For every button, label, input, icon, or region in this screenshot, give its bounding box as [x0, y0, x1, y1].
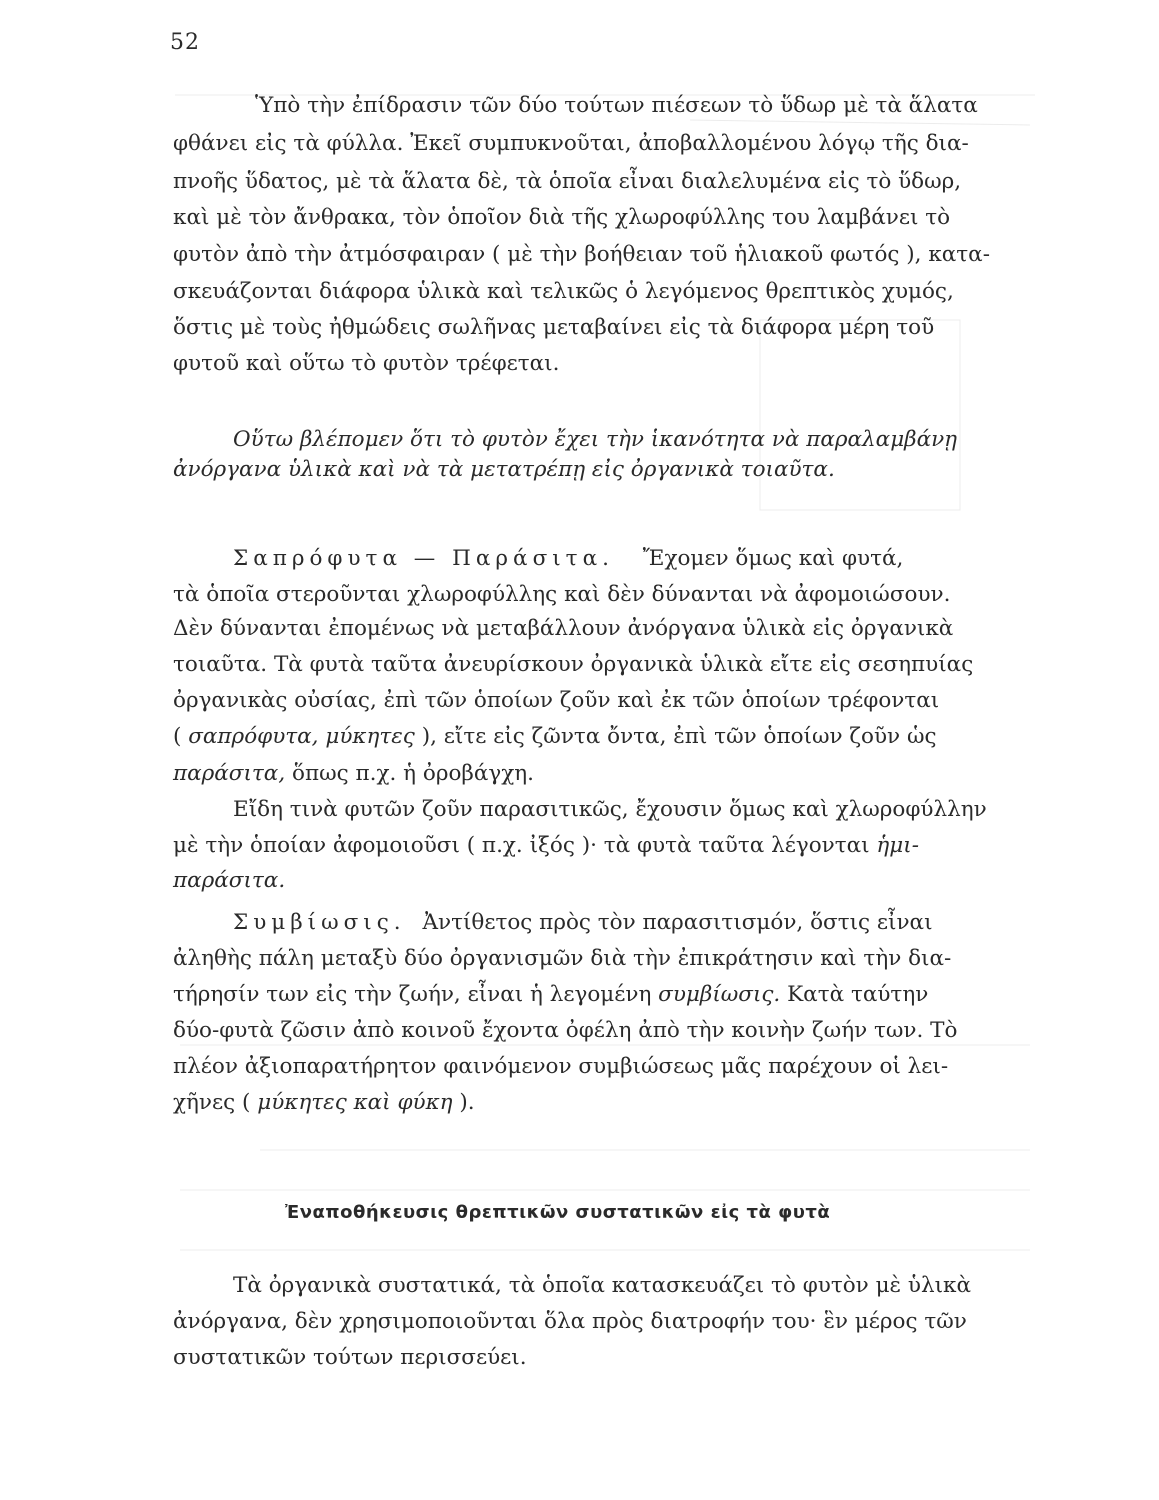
text-line: ἀληθὴς πάλη μεταξὺ δύο ὀργανισμῶν διὰ τὴν ἐπικράτησιν καὶ τὴν δια- [173, 946, 952, 971]
text-fragment: ). [459, 1090, 475, 1115]
text-line: Εἴδη τινὰ φυτῶν ζοῦν παρασιτικῶς, ἔχουσιν ὅμως καὶ χλωροφύλλην [233, 797, 987, 822]
symbiosis-title: Συμβίωσις. [233, 910, 406, 935]
text-line: τὰ ὁποῖα στεροῦνται χλωροφύλλης καὶ δὲν δύνανται νὰ ἀφομοιώσουν. [173, 582, 951, 607]
saprophytes-title: Σαπρόφυτα — Παράσιτα. [233, 546, 614, 571]
text-fragment: χῆνες ( [173, 1090, 251, 1115]
text-line [173, 831, 919, 861]
text-fragment: τήρησίν των εἰς τὴν ζωήν, εἶναι ἡ λεγομένη [173, 982, 652, 1007]
text-line: Τὰ ὀργανικὰ συστατικά, τὰ ὁποῖα κατασκευάζει τὸ φυτὸν μὲ ὑλικὰ [233, 1273, 972, 1298]
text-line: ὅστις μὲ τοὺς ἠθμώδεις σωλῆνας μεταβαίνει εἰς τὰ διάφορα μέρη τοῦ [173, 315, 935, 340]
text-line: σκευάζονται διάφορα ὑλικὰ καὶ τελικῶς ὁ λεγόμενος θρεπτικὸς χυμός, [173, 279, 954, 304]
symbiosis-first-line [233, 908, 933, 938]
text-line [173, 759, 534, 789]
text-line [173, 1088, 475, 1118]
italic-term: ἡμι- [876, 833, 919, 858]
text-line: πνοῆς ὕδατος, μὲ τὰ ἅλατα δὲ, τὰ ὁποῖα εἶναι διαλελυμένα εἰς τὸ ὕδωρ, [173, 169, 962, 194]
text-fragment: Ἔχομεν ὅμως καὶ φυτά, [642, 546, 904, 571]
text-line [173, 980, 928, 1010]
text-line: Ὑπὸ τὴν ἐπίδρασιν τῶν δύο τούτων πιέσεων τὸ ὕδωρ μὲ τὰ ἅλατα [255, 93, 978, 118]
text-fragment: ( [173, 724, 182, 749]
text-fragment: Ἀντίθετος πρὸς τὸν παρασιτισμόν, ὅστις εἶναι [422, 910, 933, 935]
text-line: συστατικῶν τούτων περισσεύει. [173, 1345, 527, 1370]
saprophytes-first-line [233, 544, 903, 574]
section-heading: Ἐναποθήκευσις θρεπτικῶν συστατικῶν εἰς τὰ φυτὰ [285, 1202, 831, 1223]
text-line [173, 722, 937, 752]
italic-line: ἀνόργανα ὑλικὰ καὶ νὰ τὰ μετατρέπῃ εἰς ὀργανικὰ τοιαῦτα. [173, 457, 835, 482]
italic-term: παράσιτα, [173, 761, 286, 786]
text-fragment: ), εἴτε εἰς ζῶντα ὄντα, ἐπὶ τῶν ὁποίων ζοῦν ὡς [421, 724, 937, 749]
text-fragment: ὅπως π.χ. ἡ ὀροβάγχη. [292, 761, 534, 786]
text-line: πλέον ἀξιοπαρατήρητον φαινόμενον συμβιώσεως μᾶς παρέχουν οἱ λει- [173, 1054, 949, 1079]
page-number: 52 [170, 30, 200, 55]
italic-term: παράσιτα. [173, 868, 286, 893]
text-line: ἀνόργανα, δὲν χρησιμοποιοῦνται ὅλα πρὸς διατροφήν του· ἓν μέρος τῶν [173, 1309, 967, 1334]
text-line: φυτοῦ καὶ οὕτω τὸ φυτὸν τρέφεται. [173, 351, 560, 376]
text-fragment: μὲ τὴν ὁποίαν ἀφομοιοῦσι ( π.χ. ἰξός )· τὰ φυτὰ ταῦτα λέγονται [173, 833, 870, 858]
italic-term: συμβίωσις. [658, 982, 781, 1007]
text-line: δύο-φυτὰ ζῶσιν ἀπὸ κοινοῦ ἔχοντα ὀφέλη ἀπὸ τὴν κοινὴν ζωήν των. Τὸ [173, 1018, 958, 1043]
text-line: φυτὸν ἀπὸ τὴν ἀτμόσφαιραν ( μὲ τὴν βοήθειαν τοῦ ἡλιακοῦ φωτός ), κατα- [173, 242, 990, 267]
text-line: Δὲν δύνανται ἐπομένως νὰ μεταβάλλουν ἀνόργανα ὑλικὰ εἰς ὀργανικὰ [173, 616, 954, 641]
italic-term: σαπρόφυτα, μύκητες [188, 724, 415, 749]
text-line: φθάνει εἰς τὰ φύλλα. Ἐκεῖ συμπυκνοῦται, ἀποβαλλομένου λόγῳ τῆς δια- [173, 131, 969, 156]
text-fragment: Κατὰ ταύτην [787, 982, 929, 1007]
italic-term: μύκητες καὶ φύκη [257, 1090, 453, 1115]
text-line: ὀργανικὰς οὐσίας, ἐπὶ τῶν ὁποίων ζοῦν καὶ ἐκ τῶν ὁποίων τρέφονται [173, 688, 940, 713]
text-line: τοιαῦτα. Τὰ φυτὰ ταῦτα ἀνευρίσκουν ὀργανικὰ ὑλικὰ εἴτε εἰς σεσηπυίας [173, 652, 974, 677]
text-line: καὶ μὲ τὸν ἄνθρακα, τὸν ὁποῖον διὰ τῆς χλωροφύλλης του λαμβάνει τὸ [173, 205, 951, 230]
italic-line: Οὕτω βλέπομεν ὅτι τὸ φυτὸν ἔχει τὴν ἱκανότητα νὰ παραλαμβάνῃ [233, 427, 958, 452]
